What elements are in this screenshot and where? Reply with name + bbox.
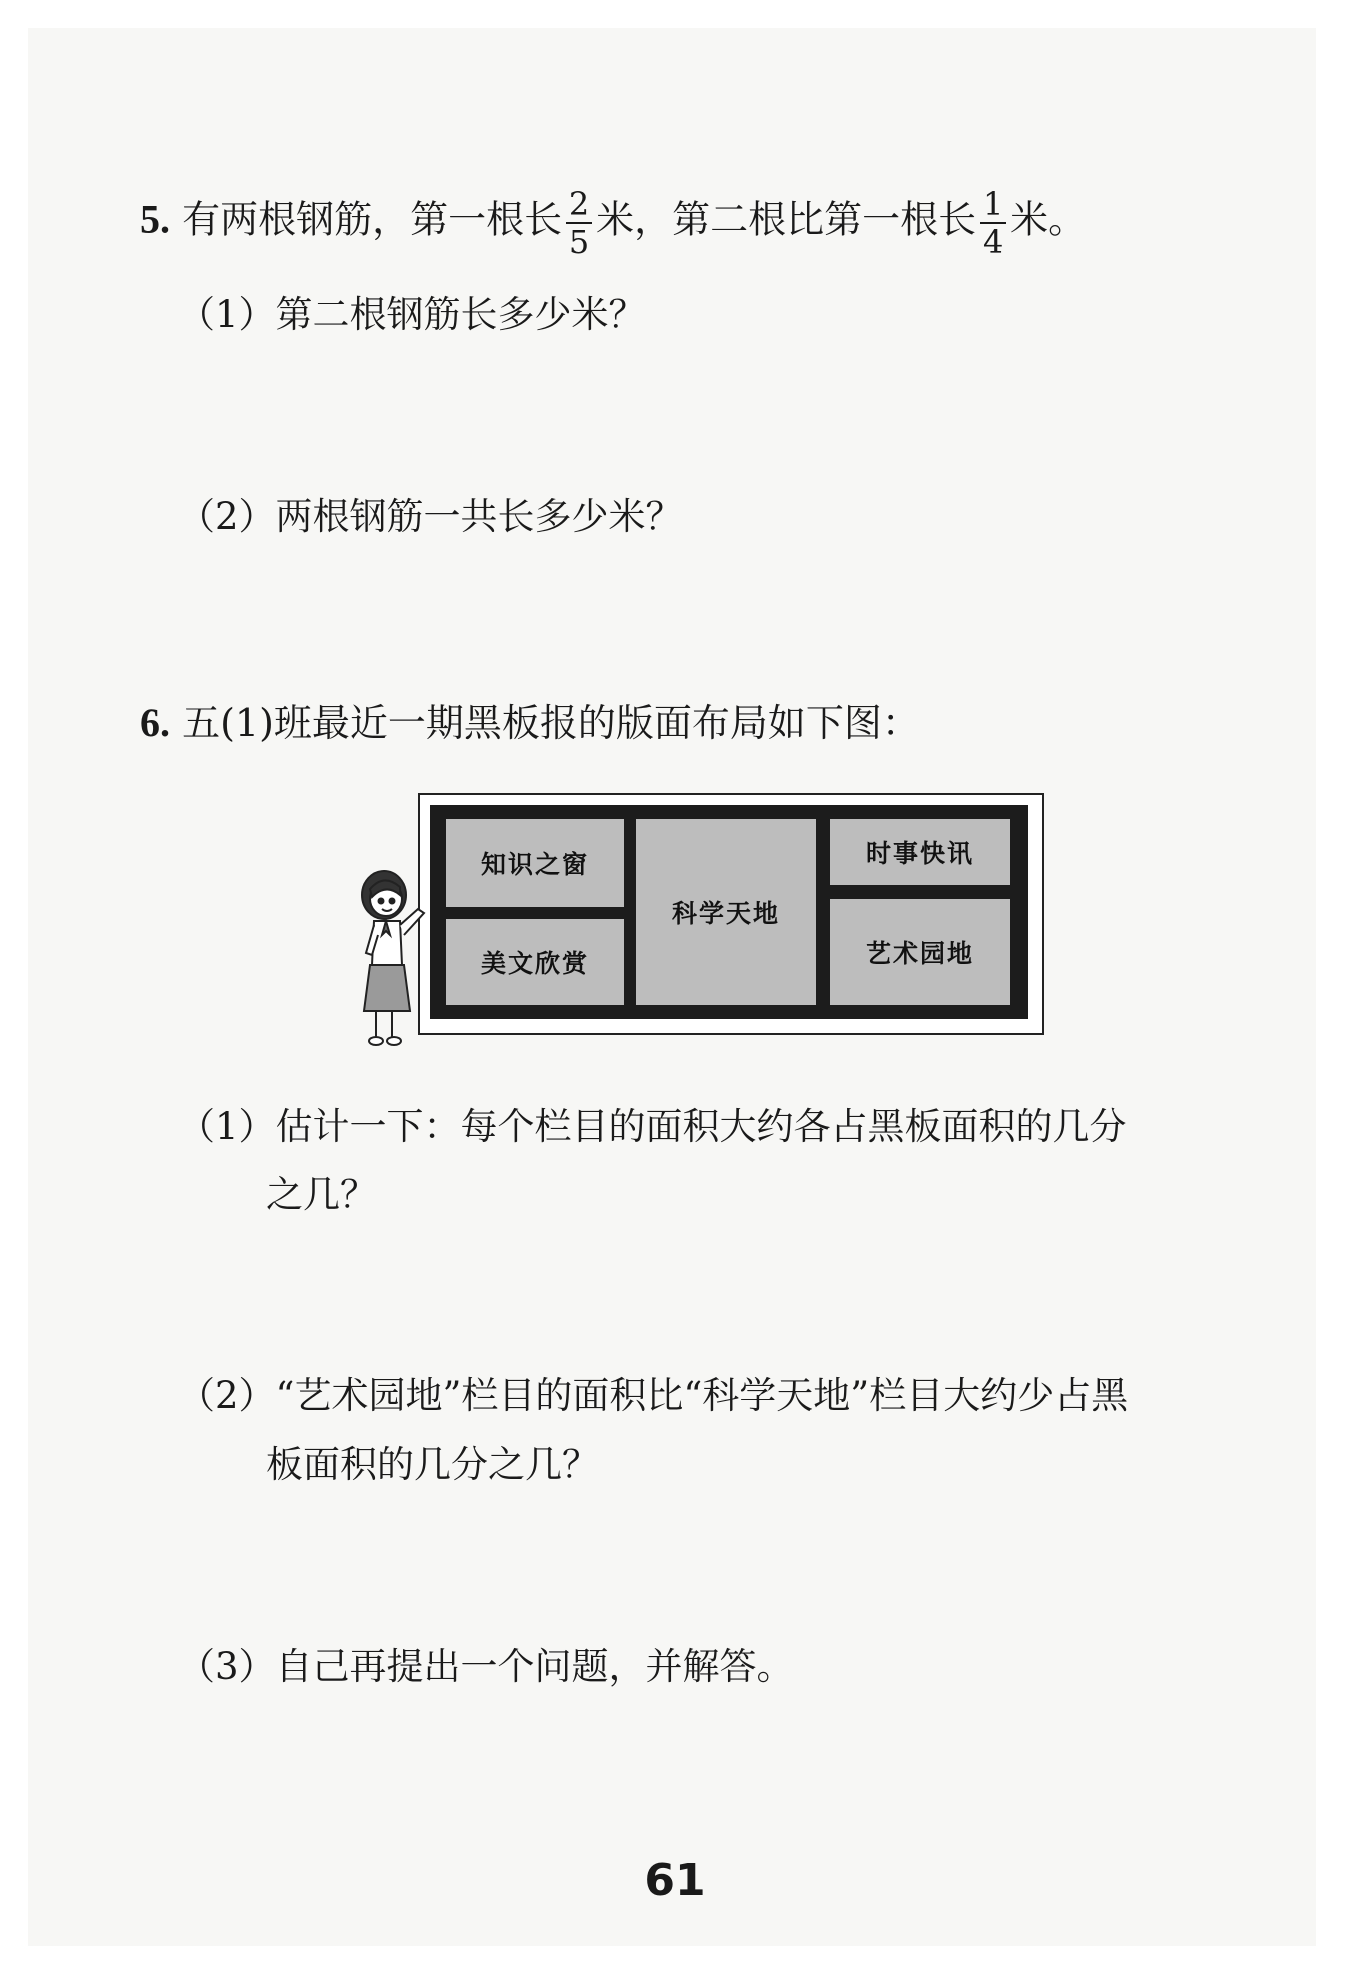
question-text: 五(1)班最近一期黑板报的版面布局如下图： (182, 701, 920, 745)
q6-sub-question-1-line-1: （1）估计一下：每个栏目的面积大约各占黑板面积的几分 (178, 1105, 1127, 1148)
question-text: 米。 (1010, 197, 1087, 242)
board-section-science-world: 科学天地 (636, 819, 816, 1005)
question-number: 5. (140, 196, 170, 242)
board-section-essay-appreciation: 美文欣赏 (446, 919, 624, 1005)
q6-sub-question-1-line-2: 之几？ (266, 1173, 377, 1216)
blackboard (430, 805, 1028, 1019)
blackboard-illustration (418, 793, 1044, 1035)
fraction-one-quarter: $\frac{1}{4}$ (980, 188, 1006, 258)
q5-sub-question-2: （2）两根钢筋一共长多少米？ (178, 495, 683, 538)
question-number: 6. (140, 700, 170, 745)
q6-sub-question-3: （3）自己再提出一个问题，并解答。 (178, 1645, 794, 1688)
q5-sub-question-1: （1）第二根钢筋长多少米？ (178, 293, 646, 336)
question-6 (140, 700, 920, 745)
girl-illustration (356, 865, 432, 1051)
board-section-current-news: 时事快讯 (830, 819, 1010, 885)
q6-sub-question-2-line-1: （2）“艺术园地”栏目的面积比“科学天地”栏目大约少占黑 (178, 1374, 1129, 1417)
fraction-two-fifths: $\frac{2}{5}$ (566, 188, 592, 258)
board-section-art-garden: 艺术园地 (830, 899, 1010, 1005)
question-text: 米，第二根比第一根长 (596, 197, 977, 242)
question-5 (140, 185, 1087, 261)
q6-sub-question-2-line-2: 板面积的几分之几？ (266, 1443, 599, 1486)
page-number: 61 (644, 1855, 706, 1906)
board-section-knowledge-window: 知识之窗 (446, 819, 624, 907)
question-text: 有两根钢筋，第一根长 (182, 197, 563, 242)
